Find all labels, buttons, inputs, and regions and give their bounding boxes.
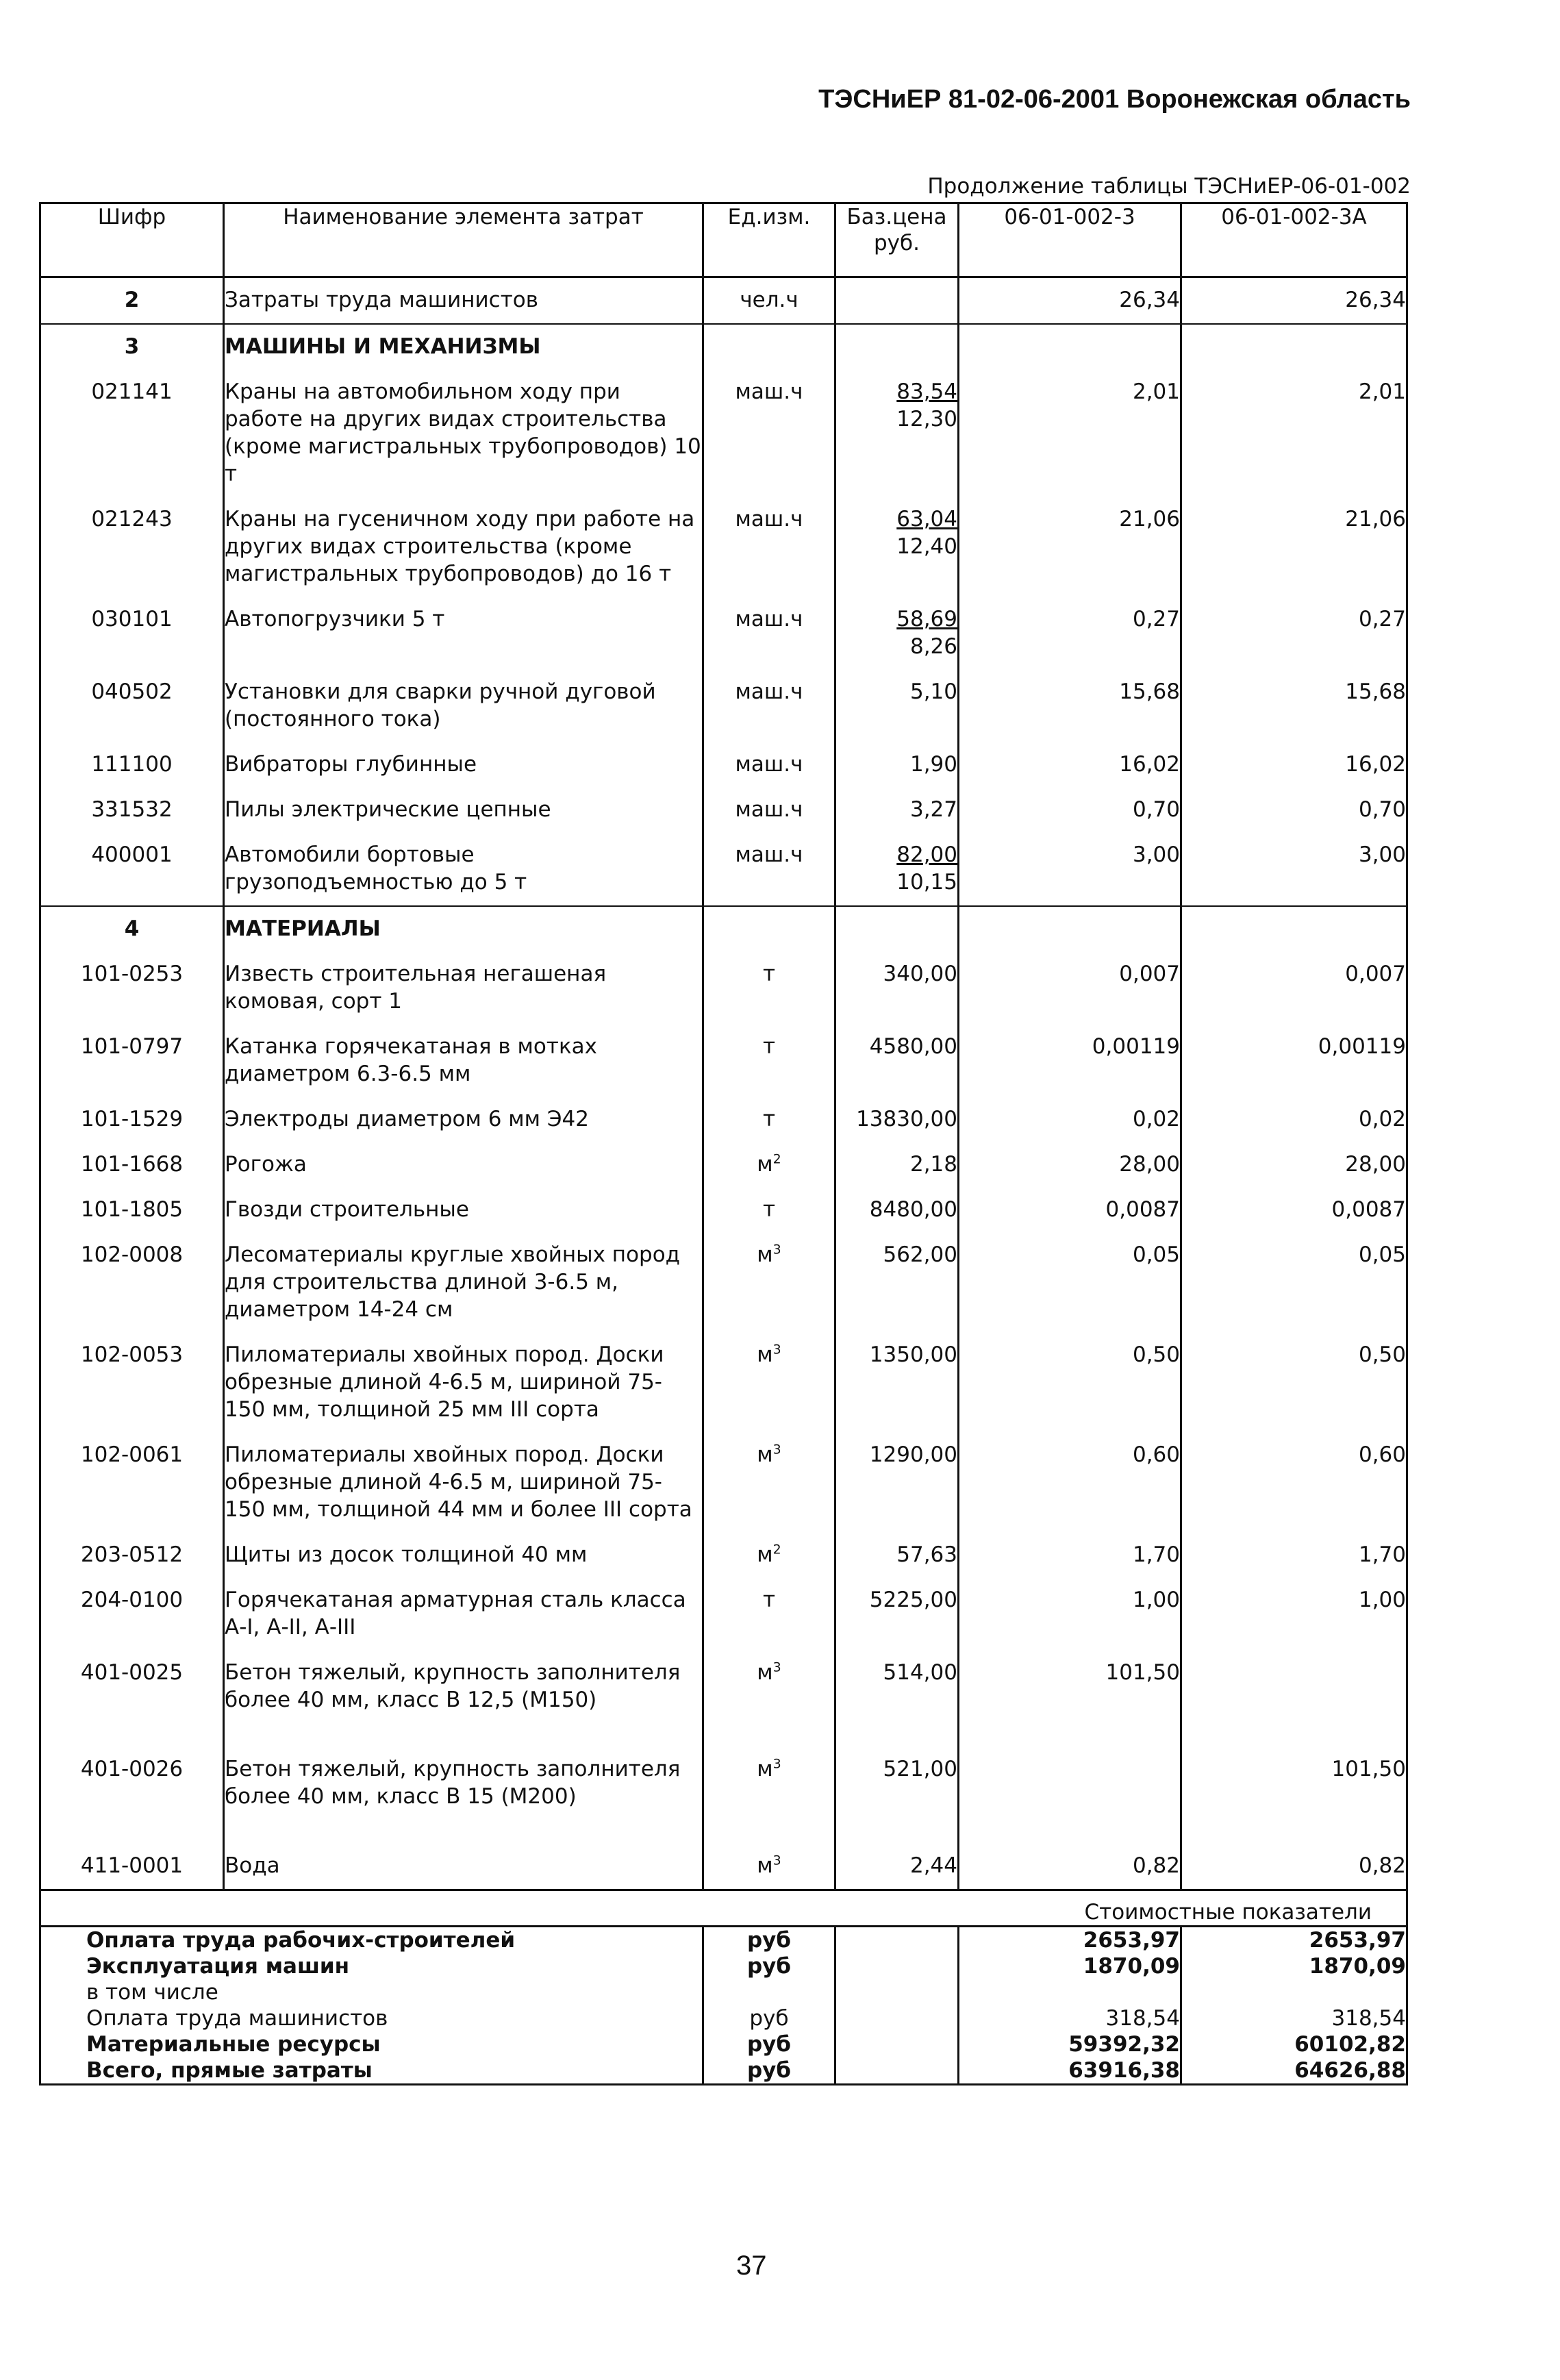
row-base-price [835, 1333, 959, 1433]
row-name: Катанка горячекатаная в мотках диаметром 6.3-6.5 мм [224, 1025, 703, 1097]
row-value-06-01-002-3: 0,82 [959, 1844, 1181, 1890]
row-code: 400001 [40, 833, 224, 906]
row-base-price [835, 277, 959, 325]
row-name: Бетон тяжелый, крупность заполнителя более 40 мм, класс В 15 (М200) [224, 1747, 703, 1844]
row-value-06-01-002-3A: 0,60 [1181, 1433, 1407, 1533]
base-price-value: 63,04 [896, 507, 957, 531]
summary-empty-cell [835, 1927, 959, 1954]
row-code: 021141 [40, 370, 224, 497]
table-row [40, 597, 1407, 670]
row-unit [703, 1747, 835, 1844]
base-price-value: 2,44 [909, 1853, 957, 1878]
row-value-06-01-002-3: 0,00119 [959, 1025, 1181, 1097]
row-value-06-01-002-3A: 0,50 [1181, 1333, 1407, 1433]
unit-text: м [757, 1242, 773, 1267]
row-base-price [835, 952, 959, 1025]
unit-text: чел.ч [740, 288, 798, 312]
row-value-06-01-002-3: 28,00 [959, 1142, 1181, 1188]
row-value-06-01-002-3: 21,06 [959, 497, 1181, 597]
summary-label: Всего, прямые затраты [40, 2057, 703, 2085]
row-code: 401-0025 [40, 1651, 224, 1747]
unit-text: т [762, 1107, 776, 1131]
row-unit [703, 1533, 835, 1578]
table-row [40, 277, 1407, 325]
base-price-value: 82,00 [896, 842, 957, 867]
row-value-06-01-002-3A: 0,70 [1181, 788, 1407, 833]
summary-unit: руб [703, 2031, 835, 2057]
row-code: 204-0100 [40, 1578, 224, 1651]
base-price-value: 1350,00 [869, 1342, 957, 1367]
row-value-06-01-002-3: 0,27 [959, 597, 1181, 670]
row-code: 030101 [40, 597, 224, 670]
summary-empty-cell [835, 1979, 959, 2005]
unit-exponent: 2 [772, 1151, 781, 1167]
unit-text: м [757, 1542, 773, 1567]
row-base-price [835, 906, 959, 952]
unit-text: т [762, 1588, 776, 1612]
row-base-price [835, 670, 959, 742]
row-name: Горячекатаная арматурная сталь класса А-I, А-II, А-III [224, 1578, 703, 1651]
row-value-06-01-002-3 [959, 1747, 1181, 1844]
row-base-price [835, 370, 959, 497]
row-base-price [835, 1433, 959, 1533]
row-unit [703, 742, 835, 788]
row-name: Вибраторы глубинные [224, 742, 703, 788]
column-header-unit: Ед.изм. [703, 203, 835, 277]
row-name: Пиломатериалы хвойных пород. Доски обрезные длиной 4-6.5 м, шириной 75-150 мм, толщиной 44 мм и более III сорта [224, 1433, 703, 1533]
table-row [40, 1433, 1407, 1533]
row-value-06-01-002-3: 2,01 [959, 370, 1181, 497]
unit-text: маш.ч [735, 607, 803, 631]
unit-text: м [757, 1442, 773, 1467]
row-unit [703, 277, 835, 325]
resource-table [39, 202, 1408, 2085]
page-number: 37 [736, 2251, 767, 2281]
row-code: 040502 [40, 670, 224, 742]
base-price-wage-value: 8,26 [909, 634, 957, 659]
base-price-value: 58,69 [896, 607, 957, 631]
summary-unit [703, 1979, 835, 2005]
base-price-value: 514,00 [883, 1660, 957, 1685]
row-value-06-01-002-3A [1181, 1651, 1407, 1747]
summary-heading: Стоимостные показатели [40, 1890, 1407, 1927]
unit-text: маш.ч [735, 842, 803, 867]
row-base-price [835, 1142, 959, 1188]
table-header-row [40, 203, 1407, 277]
summary-row [40, 2005, 1407, 2031]
row-unit [703, 1097, 835, 1142]
row-unit [703, 788, 835, 833]
row-value-06-01-002-3: 1,70 [959, 1533, 1181, 1578]
row-code: 101-0253 [40, 952, 224, 1025]
row-code: 101-0797 [40, 1025, 224, 1097]
summary-label: Оплата труда машинистов [40, 2005, 703, 2031]
row-name: Вода [224, 1844, 703, 1890]
row-value-06-01-002-3A: 0,0087 [1181, 1188, 1407, 1233]
table-row [40, 1233, 1407, 1333]
row-unit [703, 1333, 835, 1433]
row-value-06-01-002-3A: 26,34 [1181, 277, 1407, 325]
row-base-price [835, 788, 959, 833]
base-price-wage-value: 12,40 [896, 534, 957, 559]
row-name: Краны на автомобильном ходу при работе на других видах строительства (кроме магистральных трубопроводов) 10 т [224, 370, 703, 497]
base-price-value: 4580,00 [869, 1034, 957, 1059]
row-name: Лесоматериалы круглые хвойных пород для строительства длиной 3-6.5 м, диаметром 14-24 см [224, 1233, 703, 1333]
summary-empty-cell [835, 2031, 959, 2057]
row-base-price [835, 1578, 959, 1651]
unit-exponent: 3 [772, 1659, 781, 1675]
row-value-06-01-002-3: 0,05 [959, 1233, 1181, 1333]
row-value-06-01-002-3A: 28,00 [1181, 1142, 1407, 1188]
row-value-06-01-002-3: 15,68 [959, 670, 1181, 742]
summary-unit: руб [703, 2057, 835, 2085]
row-unit [703, 497, 835, 597]
summary-heading-row [40, 1890, 1407, 1927]
table-continuation-note: Продолжение таблицы ТЭСНиЕР-06-01-002 [927, 174, 1411, 199]
row-base-price [835, 1844, 959, 1890]
base-price-value: 83,54 [896, 379, 957, 404]
summary-row [40, 1979, 1407, 2005]
table-row [40, 670, 1407, 742]
summary-label: Материальные ресурсы [40, 2031, 703, 2057]
table-row [40, 1533, 1407, 1578]
unit-text: маш.ч [735, 679, 803, 704]
row-value-06-01-002-3A: 1,70 [1181, 1533, 1407, 1578]
row-value-06-01-002-3A: 0,27 [1181, 597, 1407, 670]
summary-value-06-01-002-3: 2653,97 [959, 1927, 1181, 1954]
base-price-value: 57,63 [896, 1542, 957, 1567]
unit-exponent: 3 [772, 1442, 781, 1457]
summary-value-06-01-002-3: 1870,09 [959, 1953, 1181, 1979]
row-code: 111100 [40, 742, 224, 788]
table-row [40, 1747, 1407, 1844]
row-value-06-01-002-3: 0,007 [959, 952, 1181, 1025]
table-row [40, 497, 1407, 597]
row-name: Краны на гусеничном ходу при работе на других видах строительства (кроме магистральных трубопроводов) до 16 т [224, 497, 703, 597]
table-row [40, 833, 1407, 906]
summary-unit: руб [703, 1927, 835, 1954]
base-price-value: 2,18 [909, 1152, 957, 1177]
row-value-06-01-002-3 [959, 906, 1181, 952]
row-value-06-01-002-3: 16,02 [959, 742, 1181, 788]
base-price-value: 13830,00 [856, 1107, 957, 1131]
row-unit [703, 952, 835, 1025]
summary-unit: руб [703, 1953, 835, 1979]
row-base-price [835, 742, 959, 788]
table-row [40, 952, 1407, 1025]
column-header-code: Шифр [40, 203, 224, 277]
column-header-v2: 06-01-002-3А [1181, 203, 1407, 277]
summary-label: Эксплуатация машин [40, 1953, 703, 1979]
summary-value-06-01-002-3A: 64626,88 [1181, 2057, 1407, 2085]
row-code: 4 [40, 906, 224, 952]
unit-text: маш.ч [735, 379, 803, 404]
row-unit [703, 324, 835, 370]
row-value-06-01-002-3: 0,50 [959, 1333, 1181, 1433]
unit-exponent: 3 [772, 1342, 781, 1357]
column-header-price: Баз.цена руб. [835, 203, 959, 277]
row-base-price [835, 1188, 959, 1233]
table-row [40, 324, 1407, 370]
unit-text: т [762, 1034, 776, 1059]
row-value-06-01-002-3A [1181, 324, 1407, 370]
base-price-value: 5225,00 [869, 1588, 957, 1612]
unit-text: маш.ч [735, 507, 803, 531]
row-value-06-01-002-3A [1181, 906, 1407, 952]
row-unit [703, 906, 835, 952]
row-value-06-01-002-3A: 0,007 [1181, 952, 1407, 1025]
table-row [40, 370, 1407, 497]
row-value-06-01-002-3A: 2,01 [1181, 370, 1407, 497]
summary-empty-cell [835, 2005, 959, 2031]
row-value-06-01-002-3: 0,60 [959, 1433, 1181, 1533]
document-title: ТЭСНиЕР 81-02-06-2001 Воронежская область [818, 85, 1411, 114]
row-code: 411-0001 [40, 1844, 224, 1890]
table-row [40, 1097, 1407, 1142]
row-value-06-01-002-3: 0,02 [959, 1097, 1181, 1142]
row-value-06-01-002-3: 101,50 [959, 1651, 1181, 1747]
table-row [40, 1333, 1407, 1433]
summary-value-06-01-002-3: 59392,32 [959, 2031, 1181, 2057]
summary-label: в том числе [40, 1979, 703, 2005]
summary-value-06-01-002-3A: 1870,09 [1181, 1953, 1407, 1979]
row-value-06-01-002-3A: 21,06 [1181, 497, 1407, 597]
table-row [40, 1188, 1407, 1233]
row-code: 101-1668 [40, 1142, 224, 1188]
unit-text: м [757, 1757, 773, 1781]
row-value-06-01-002-3 [959, 324, 1181, 370]
unit-exponent: 2 [772, 1542, 781, 1557]
unit-text: маш.ч [735, 752, 803, 777]
row-name: Щиты из досок толщиной 40 мм [224, 1533, 703, 1578]
base-price-wage-value: 10,15 [896, 870, 957, 894]
summary-unit: руб [703, 2005, 835, 2031]
row-base-price [835, 1233, 959, 1333]
row-value-06-01-002-3A: 0,02 [1181, 1097, 1407, 1142]
row-name: Пиломатериалы хвойных пород. Доски обрезные длиной 4-6.5 м, шириной 75-150 мм, толщиной 25 мм III сорта [224, 1333, 703, 1433]
summary-label: Оплата труда рабочих-строителей [40, 1927, 703, 1954]
row-value-06-01-002-3: 3,00 [959, 833, 1181, 906]
row-name: Рогожа [224, 1142, 703, 1188]
column-header-name: Наименование элемента затрат [224, 203, 703, 277]
row-code: 102-0053 [40, 1333, 224, 1433]
base-price-value: 1,90 [909, 752, 957, 777]
unit-text: т [762, 962, 776, 986]
row-value-06-01-002-3: 1,00 [959, 1578, 1181, 1651]
row-unit [703, 833, 835, 906]
table-row [40, 1651, 1407, 1747]
row-base-price [835, 1533, 959, 1578]
unit-text: м [757, 1152, 773, 1177]
row-unit [703, 1651, 835, 1747]
row-name: Электроды диаметром 6 мм Э42 [224, 1097, 703, 1142]
row-unit [703, 1188, 835, 1233]
table-row [40, 906, 1407, 952]
base-price-value: 5,10 [909, 679, 957, 704]
summary-value-06-01-002-3: 63916,38 [959, 2057, 1181, 2085]
unit-text: м [757, 1853, 773, 1878]
row-value-06-01-002-3A: 0,00119 [1181, 1025, 1407, 1097]
base-price-value: 562,00 [883, 1242, 957, 1267]
summary-value-06-01-002-3 [959, 1979, 1181, 2005]
row-name: МАШИНЫ И МЕХАНИЗМЫ [224, 324, 703, 370]
row-value-06-01-002-3A: 1,00 [1181, 1578, 1407, 1651]
summary-value-06-01-002-3A [1181, 1979, 1407, 2005]
summary-row [40, 2031, 1407, 2057]
summary-value-06-01-002-3A: 318,54 [1181, 2005, 1407, 2031]
row-name: Пилы электрические цепные [224, 788, 703, 833]
column-header-v1: 06-01-002-3 [959, 203, 1181, 277]
row-unit [703, 1142, 835, 1188]
base-price-wage-value: 12,30 [896, 407, 957, 431]
unit-exponent: 3 [772, 1853, 781, 1868]
summary-empty-cell [835, 1953, 959, 1979]
row-name: МАТЕРИАЛЫ [224, 906, 703, 952]
row-code: 3 [40, 324, 224, 370]
unit-text: м [757, 1660, 773, 1685]
row-name: Установки для сварки ручной дуговой (постоянного тока) [224, 670, 703, 742]
row-code: 101-1529 [40, 1097, 224, 1142]
row-name: Затраты труда машинистов [224, 277, 703, 325]
row-unit [703, 370, 835, 497]
row-code: 203-0512 [40, 1533, 224, 1578]
summary-row [40, 2057, 1407, 2085]
table-row [40, 1578, 1407, 1651]
row-value-06-01-002-3A: 0,05 [1181, 1233, 1407, 1333]
base-price-value: 3,27 [909, 797, 957, 822]
row-value-06-01-002-3: 0,70 [959, 788, 1181, 833]
row-name: Автомобили бортовые грузоподъемностью до 5 т [224, 833, 703, 906]
row-value-06-01-002-3A: 15,68 [1181, 670, 1407, 742]
row-value-06-01-002-3A: 3,00 [1181, 833, 1407, 906]
row-value-06-01-002-3: 26,34 [959, 277, 1181, 325]
table-row [40, 788, 1407, 833]
table-body [40, 203, 1407, 2085]
row-name: Автопогрузчики 5 т [224, 597, 703, 670]
row-unit [703, 1844, 835, 1890]
summary-value-06-01-002-3A: 60102,82 [1181, 2031, 1407, 2057]
row-value-06-01-002-3A: 0,82 [1181, 1844, 1407, 1890]
table-row [40, 1025, 1407, 1097]
table-row [40, 1844, 1407, 1890]
row-value-06-01-002-3A: 101,50 [1181, 1747, 1407, 1844]
unit-text: м [757, 1342, 773, 1367]
row-unit [703, 597, 835, 670]
summary-value-06-01-002-3: 318,54 [959, 2005, 1181, 2031]
row-name: Известь строительная негашеная комовая, сорт 1 [224, 952, 703, 1025]
summary-row [40, 1927, 1407, 1954]
base-price-value: 1290,00 [869, 1442, 957, 1467]
row-code: 102-0008 [40, 1233, 224, 1333]
summary-row [40, 1953, 1407, 1979]
row-base-price [835, 497, 959, 597]
row-base-price [835, 1025, 959, 1097]
unit-text: т [762, 1197, 776, 1222]
base-price-value: 521,00 [883, 1757, 957, 1781]
row-value-06-01-002-3: 0,0087 [959, 1188, 1181, 1233]
row-value-06-01-002-3A: 16,02 [1181, 742, 1407, 788]
row-unit [703, 1578, 835, 1651]
row-base-price [835, 833, 959, 906]
row-base-price [835, 597, 959, 670]
unit-text: маш.ч [735, 797, 803, 822]
summary-empty-cell [835, 2057, 959, 2085]
row-code: 102-0061 [40, 1433, 224, 1533]
row-code: 2 [40, 277, 224, 325]
row-unit [703, 1433, 835, 1533]
row-base-price [835, 1097, 959, 1142]
row-unit [703, 670, 835, 742]
row-code: 101-1805 [40, 1188, 224, 1233]
unit-exponent: 3 [772, 1242, 781, 1257]
base-price-value: 8480,00 [869, 1197, 957, 1222]
unit-exponent: 3 [772, 1756, 781, 1772]
table-row [40, 742, 1407, 788]
row-code: 331532 [40, 788, 224, 833]
row-base-price [835, 324, 959, 370]
row-code: 021243 [40, 497, 224, 597]
base-price-value: 340,00 [883, 962, 957, 986]
row-base-price [835, 1651, 959, 1747]
row-name: Гвозди строительные [224, 1188, 703, 1233]
row-base-price [835, 1747, 959, 1844]
row-code: 401-0026 [40, 1747, 224, 1844]
row-unit [703, 1025, 835, 1097]
row-unit [703, 1233, 835, 1333]
row-name: Бетон тяжелый, крупность заполнителя более 40 мм, класс В 12,5 (М150) [224, 1651, 703, 1747]
summary-value-06-01-002-3A: 2653,97 [1181, 1927, 1407, 1954]
table-row [40, 1142, 1407, 1188]
